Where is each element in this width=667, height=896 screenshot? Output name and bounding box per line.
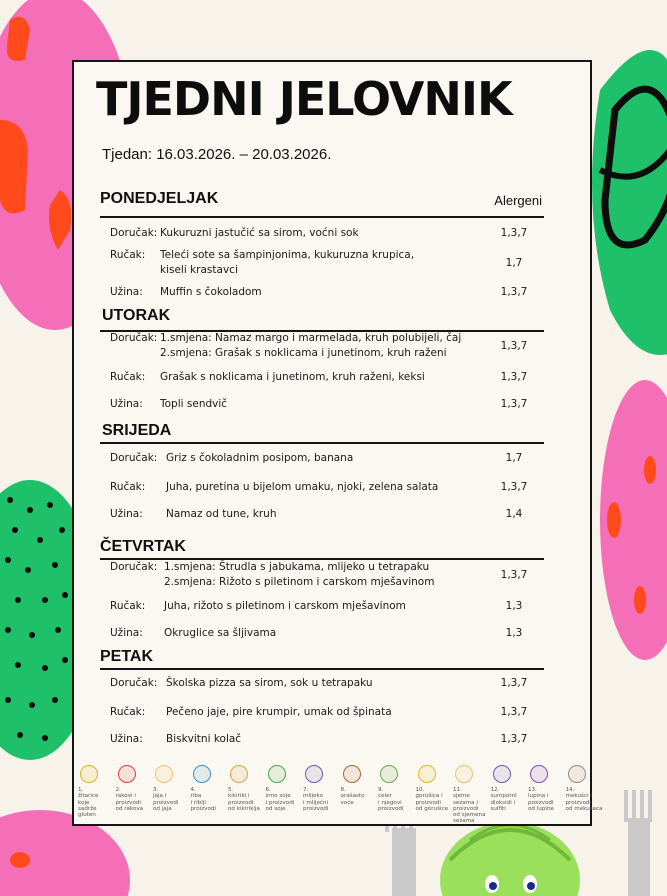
meal-label: Doručak: — [110, 677, 158, 689]
soy-icon — [268, 765, 286, 783]
meal-text: Kukuruzni jastučić sa sirom, voćni sok — [160, 227, 359, 239]
meal-label: Ručak: — [110, 249, 146, 261]
sulfite-icon — [493, 765, 511, 783]
meal-label: Doručak: — [110, 452, 158, 464]
meal-allergens: 1,4 — [505, 508, 523, 520]
meal-text: 1.smjena: Štrudla s jabukama, mlijeko u tetrapaku 2.smjena: Rižoto s piletinom i carskom mješavinom — [164, 561, 435, 588]
allergens-header: Alergeni — [494, 193, 542, 208]
meal-label: Doručak: — [110, 561, 158, 573]
legend-label: 1. žitarice koje sadrže gluten — [78, 787, 99, 819]
meal-label: Užina: — [110, 627, 143, 639]
menu-card — [72, 60, 603, 826]
lupin-icon — [530, 765, 548, 783]
legend-item — [453, 765, 493, 825]
peanut-icon — [230, 765, 248, 783]
meal-allergens: 1,3,7 — [500, 569, 528, 581]
legend-label: 13. lupina i proizvodi od lupine — [528, 787, 554, 812]
nut-icon — [343, 765, 361, 783]
meal-label: Ručak: — [110, 706, 146, 718]
page-title: TJEDNI JELOVNIK — [96, 72, 512, 126]
milk-icon — [305, 765, 323, 783]
meal-label: Doručak: — [110, 332, 158, 344]
day-title: SRIJEDA — [102, 422, 172, 439]
legend-label: 12. sumporni dioksidi i sulfiti — [490, 787, 517, 812]
legend-label: 7. mlijeko i mliječni proizvodi — [303, 787, 329, 812]
meal-text: Griz s čokoladnim posipom, banana — [166, 452, 354, 464]
legend-item — [528, 765, 568, 812]
legend-item — [191, 765, 231, 812]
day-divider — [100, 442, 544, 444]
meal-allergens: 1,7 — [505, 452, 523, 464]
meal-text: Grašak s noklicama i junetinom, kruh raženi, keksi — [160, 371, 425, 383]
legend-item — [416, 765, 456, 812]
legend-label: 9. celer i njegovi proizvodi — [378, 787, 404, 812]
meal-label: Ručak: — [110, 600, 146, 612]
fork-right — [624, 790, 652, 896]
meal-allergens: 1,3,7 — [500, 733, 528, 745]
meal-text: Namaz od tune, kruh — [166, 508, 277, 520]
meal-allergens: 1,3,7 — [500, 227, 528, 239]
legend-item — [491, 765, 531, 812]
legend-label: 4. riba i riblji proizvodi — [190, 787, 216, 812]
meal-text: Muffin s čokoladom — [160, 286, 262, 298]
day-title: UTORAK — [102, 307, 171, 324]
day-title: ČETVRTAK — [100, 538, 186, 555]
meal-label: Užina: — [110, 286, 143, 298]
legend-item — [566, 765, 606, 812]
meal-text: Pečeno jaje, pire krumpir, umak od špinata — [166, 706, 392, 718]
legend-item — [303, 765, 343, 812]
legend-item — [116, 765, 156, 812]
legend-item — [341, 765, 381, 806]
week-range: Tjedan: 16.03.2026. – 20.03.2026. — [102, 146, 332, 163]
mustard-icon — [418, 765, 436, 783]
meal-text: Juha, puretina u bijelom umaku, njoki, zelena salata — [166, 481, 439, 493]
meal-label: Doručak: — [110, 227, 158, 239]
legend-label: 11. sjeme sezama i proizvodi od sjemena sezama — [453, 787, 486, 825]
legend-label: 5. kikiriki i proizvodi od kikirikija — [228, 787, 260, 812]
meal-allergens: 1,3,7 — [500, 340, 528, 352]
meal-allergens: 1,7 — [505, 257, 523, 269]
meal-allergens: 1,3,7 — [500, 706, 528, 718]
meal-allergens: 1,3,7 — [500, 371, 528, 383]
legend-label: 6. zrno soje i proizvodi od soje — [265, 787, 295, 812]
legend-label: 3. jaja i proizvodi od jaja — [153, 787, 179, 812]
allergen-legend — [78, 765, 603, 835]
day-divider — [100, 216, 544, 218]
legend-item — [78, 765, 118, 818]
day-divider — [100, 668, 544, 670]
crab-icon — [118, 765, 136, 783]
day-title: PETAK — [100, 648, 154, 665]
meal-text: Topli sendvič — [160, 398, 228, 410]
meal-allergens: 1,3 — [505, 600, 523, 612]
meal-allergens: 1,3,7 — [500, 286, 528, 298]
meal-text: Školska pizza sa sirom, sok u tetrapaku — [166, 677, 373, 689]
meal-text: Biskvitni kolač — [166, 733, 242, 745]
mollusc-icon — [568, 765, 586, 783]
meal-label: Ručak: — [110, 481, 146, 493]
legend-label: 8. orašasto voće — [340, 787, 365, 806]
meal-label: Užina: — [110, 733, 143, 745]
legend-label: 2. rakovi i proizvodi od rakova — [115, 787, 144, 812]
meal-text: 1.smjena: Namaz margo i marmelada, kruh polubijeli, čaj 2.smjena: Grašak s noklicama i junetinom, kruh raženi — [160, 332, 462, 359]
meal-text: Teleći sote sa šampinjonima, kukuruzna krupica, kiseli krastavci — [160, 249, 415, 276]
meal-text: Okruglice sa šljivama — [164, 627, 277, 639]
meal-label: Ručak: — [110, 371, 146, 383]
legend-item — [153, 765, 193, 812]
legend-label: 14. mekušci i proizvodi od mekušaca — [565, 787, 603, 812]
meal-label: Užina: — [110, 508, 143, 520]
celery-icon — [380, 765, 398, 783]
meal-allergens: 1,3,7 — [500, 677, 528, 689]
legend-item — [266, 765, 306, 812]
day-title: PONEDJELJAK — [100, 190, 219, 207]
wheat-icon — [80, 765, 98, 783]
egg-icon — [155, 765, 173, 783]
meal-label: Užina: — [110, 398, 143, 410]
meal-allergens: 1,3 — [505, 627, 523, 639]
meal-text: Juha, rižoto s piletinom i carskom mješavinom — [164, 600, 406, 612]
sesame-icon — [455, 765, 473, 783]
meal-allergens: 1,3,7 — [500, 398, 528, 410]
legend-item — [228, 765, 268, 812]
legend-item — [378, 765, 418, 812]
meal-allergens: 1,3,7 — [500, 481, 528, 493]
legend-label: 10. gorušica i proizvodi od gorušice — [415, 787, 449, 812]
fish-icon — [193, 765, 211, 783]
